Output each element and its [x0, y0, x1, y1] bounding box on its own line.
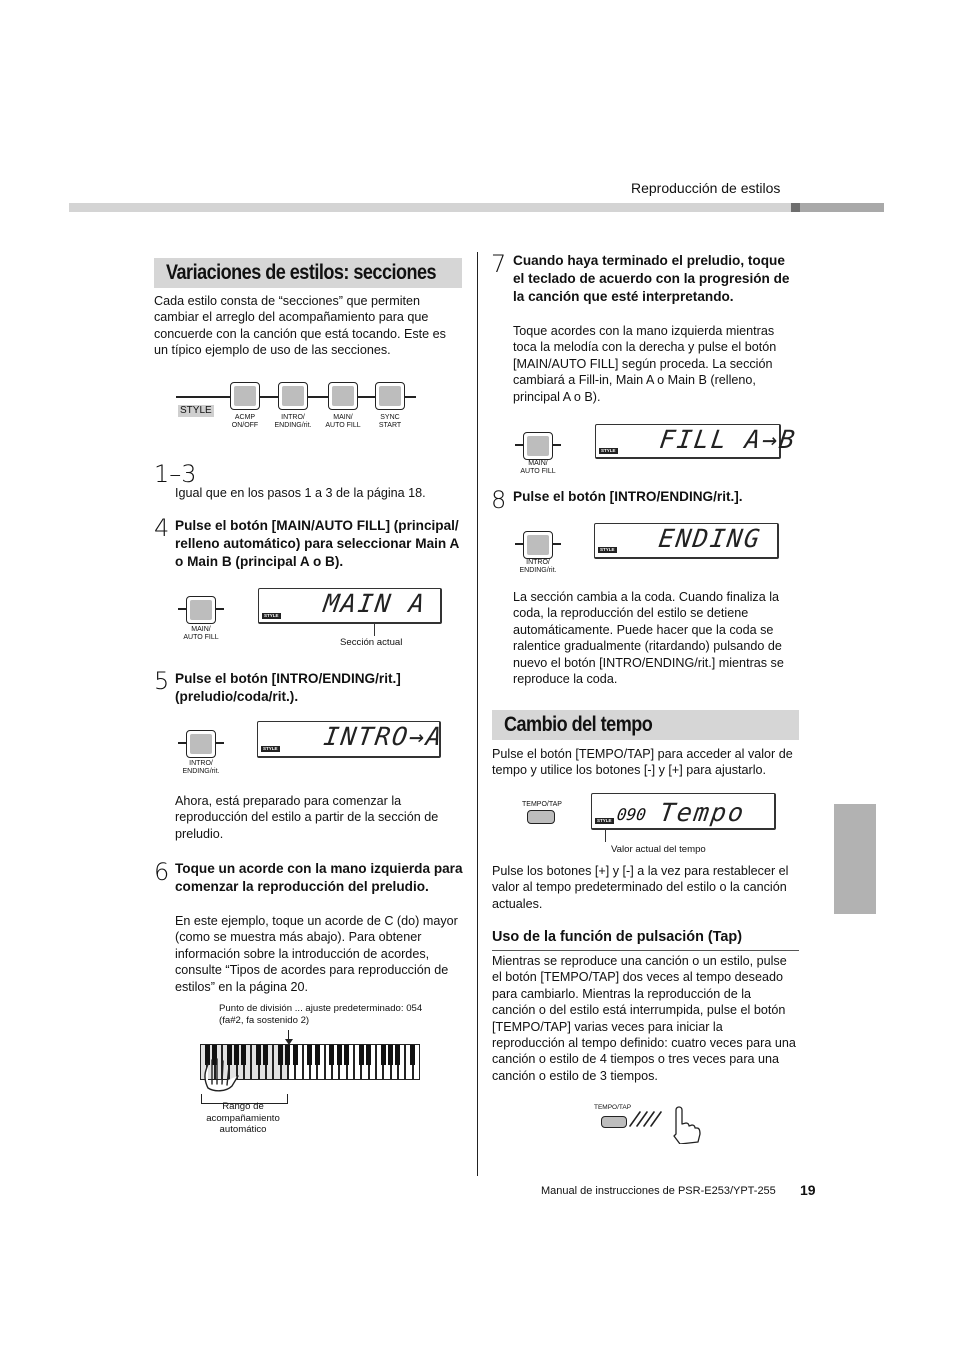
- black-key: [315, 1044, 320, 1065]
- fill-ab-illustration: [515, 425, 799, 478]
- tempo-value: 090: [615, 805, 648, 824]
- black-key: [366, 1044, 371, 1065]
- style-indicator: STYLE: [597, 818, 612, 823]
- black-key: [395, 1044, 400, 1065]
- black-key: [278, 1044, 283, 1065]
- tempo-tap-label: TEMPO/TAP: [594, 1104, 632, 1111]
- step-6-text: Toque un acorde con la mano izquierda para comenzar la reproducción del preludio.: [175, 861, 463, 894]
- intro-label: INTRO/ ENDING/rit.: [274, 414, 312, 429]
- split-arrowhead-icon: [285, 1039, 293, 1045]
- black-key: [263, 1044, 268, 1065]
- step-7-text: Cuando haya terminado el preludio, toque el teclado de acuerdo con la progresión de la canción que esté interpretando.: [513, 253, 790, 304]
- section-title-variations: Variaciones de estilos: secciones: [154, 258, 462, 288]
- main-auto-fill-label: MAIN/ AUTO FILL: [183, 626, 219, 641]
- black-key: [241, 1044, 246, 1065]
- step-number-5: 5: [154, 667, 170, 695]
- black-key: [307, 1044, 312, 1065]
- black-key: [256, 1044, 261, 1065]
- hand-icon: [202, 1058, 242, 1092]
- step-6-body: En este ejemplo, toque un acorde de C (do) mayor (como se muestra más abajo). Para obtener información sobre la introducción de acordes, consulte “Tipos de acordes para reproducción de estilos” en la página 20.: [175, 914, 458, 994]
- black-key: [381, 1044, 386, 1065]
- step-4-text: Pulse el botón [MAIN/AUTO FILL] (principal/ relleno automático) para seleccionar Main A o Main B (principal A o B).: [175, 518, 459, 569]
- style-indicator: STYLE: [263, 746, 278, 751]
- acmp-label: ACMP ON/OFF: [231, 414, 259, 429]
- black-key: [344, 1044, 349, 1065]
- style-label: STYLE: [180, 405, 212, 416]
- style-indicator: STYLE: [600, 547, 615, 552]
- step-number-7: 7: [491, 250, 507, 278]
- variations-intro: Cada estilo consta de “secciones” que permiten cambiar el arreglo del acompañamiento para que concuerde con la canción que está tocando. Este es un típico ejemplo de uso de las secciones.: [154, 294, 446, 358]
- black-key: [410, 1044, 415, 1065]
- style-indicator: STYLE: [601, 448, 616, 453]
- chapter-side-tab: [834, 804, 876, 914]
- keyboard-illustration: [200, 1044, 420, 1084]
- step-1-3-text: Igual que en los pasos 1 a 3 de la página 18.: [175, 486, 426, 500]
- lcd-text-main-a: MAIN A: [321, 589, 429, 618]
- tempo-tap-button[interactable]: [527, 810, 555, 824]
- step-number-6: 6: [154, 858, 170, 886]
- tempo-intro: Pulse el botón [TEMPO/TAP] para acceder al valor de tempo y utilice los botones [-] y [+] para ajustarlo.: [492, 747, 793, 778]
- tap-body: Mientras se reproduce una canción o un estilo, pulse el botón [TEMPO/TAP] dos veces al tempo deseado para cambiarlo. Mientras la reproducción de la canción o del estilo está interrumpida, pulse el botón [TEMPO/TAP] varias veces para iniciar la reproducción al tempo definido: cuatro veces para una canción o estilo de 4 tiempos o tres veces para una canción o estilo de 3 tiempos.: [492, 954, 796, 1083]
- step-number-4: 4: [154, 514, 170, 542]
- style-panel-illustration: [176, 380, 416, 430]
- main-label: MAIN/ AUTO FILL: [325, 414, 361, 429]
- intro-ending-button-ill: [186, 730, 216, 758]
- lcd-text-tempo: Tempo: [657, 798, 748, 827]
- caption-current-tempo: Valor actual del tempo: [611, 844, 706, 855]
- step-8-text: Pulse el botón [INTRO/ENDING/rit.].: [513, 489, 743, 504]
- intro-ending-button-ill: [523, 531, 553, 559]
- main-a-illustration: [178, 590, 448, 650]
- step-5-after: Ahora, está preparado para comenzar la reproducción del estilo a partir de la sección de preludio.: [175, 794, 439, 841]
- intro-ending-label: INTRO/ ENDING/rit.: [182, 760, 220, 775]
- main-auto-fill-label: MAIN/ AUTO FILL: [520, 460, 556, 475]
- intro-ending-label: INTRO/ ENDING/rit.: [519, 559, 557, 574]
- lcd-text-fill-ab: FILL A→B: [657, 425, 799, 454]
- main-auto-fill-button[interactable]: [328, 382, 358, 410]
- black-key: [337, 1044, 342, 1065]
- main-auto-fill-button-ill: [523, 432, 553, 460]
- section-title-tempo: Cambio del tempo: [492, 710, 799, 740]
- black-key: [293, 1044, 298, 1065]
- column-divider: [477, 252, 478, 1176]
- main-auto-fill-button-ill: [186, 596, 216, 624]
- caption-current-section: Sección actual: [340, 637, 403, 648]
- step-5-text: Pulse el botón [INTRO/ENDING/rit.] (preludio/coda/rit.).: [175, 671, 401, 704]
- style-indicator: STYLE: [264, 613, 279, 618]
- caption-leader: [374, 622, 375, 636]
- page-number: 19: [800, 1182, 816, 1198]
- black-key: [359, 1044, 364, 1065]
- intro-ending-button[interactable]: [278, 382, 308, 410]
- black-key: [285, 1044, 290, 1065]
- black-key: [329, 1044, 334, 1065]
- footer-manual-title: Manual de instrucciones de PSR-E253/YPT-255: [541, 1185, 776, 1197]
- subheading-underline: [492, 950, 799, 951]
- lcd-text-intro-a: INTRO→A: [321, 722, 446, 751]
- keyboard-top-edge: [200, 1044, 420, 1045]
- caption-leader: [605, 830, 606, 842]
- sync-start-button[interactable]: [375, 382, 405, 410]
- header-bar: [69, 203, 791, 212]
- tempo-tap-button[interactable]: [601, 1116, 627, 1128]
- split-point-note: Punto de división ... ajuste predeterminado: 054 (fa#2, fa sostenido 2): [219, 1003, 423, 1026]
- black-key: [388, 1044, 393, 1065]
- tempo-display-illustration: [519, 792, 779, 852]
- header-bar-right: [800, 203, 884, 212]
- lcd-text-ending: ENDING: [656, 524, 764, 553]
- tap-illustration: [594, 1104, 704, 1144]
- step-8-body: La sección cambia a la coda. Cuando finaliza la coda, la reproducción del estilo se detiene automáticamente. Puede hacer que la coda se ralentice gradualmente (ritardando) pulsando de nuevo el botón [INTRO/ENDING/rit.] mientras se reproduce la coda.: [513, 590, 784, 687]
- tap-subheading: Uso de la función de pulsación (Tap): [492, 929, 742, 945]
- intro-a-illustration: [178, 724, 448, 774]
- step-number-8: 8: [491, 486, 507, 514]
- sync-label: SYNC START: [378, 414, 402, 429]
- tempo-tap-label: TEMPO/TAP: [522, 801, 562, 808]
- header-bar-marker: [791, 203, 800, 212]
- ending-illustration: [515, 524, 785, 577]
- tapping-hand-icon: [628, 1104, 704, 1144]
- tempo-reset-text: Pulse los botones [+] y [-] a la vez para restablecer el valor al tempo predeterminado del estilo o la canción actuales.: [492, 864, 789, 911]
- step-number-1-3: 1–3: [154, 460, 197, 488]
- step-7-body: Toque acordes con la mano izquierda mientras toca la melodía con la derecha y pulse el botón [MAIN/AUTO FILL] según proceda. La sección cambiará a Fill-in, Main A o Main B (relleno, principal A o B).: [513, 324, 777, 404]
- acmp-on-off-button[interactable]: [230, 382, 260, 410]
- accompaniment-range-label: Rango de acompañamiento automático: [206, 1101, 280, 1135]
- running-header: Reproducción de estilos: [631, 180, 781, 196]
